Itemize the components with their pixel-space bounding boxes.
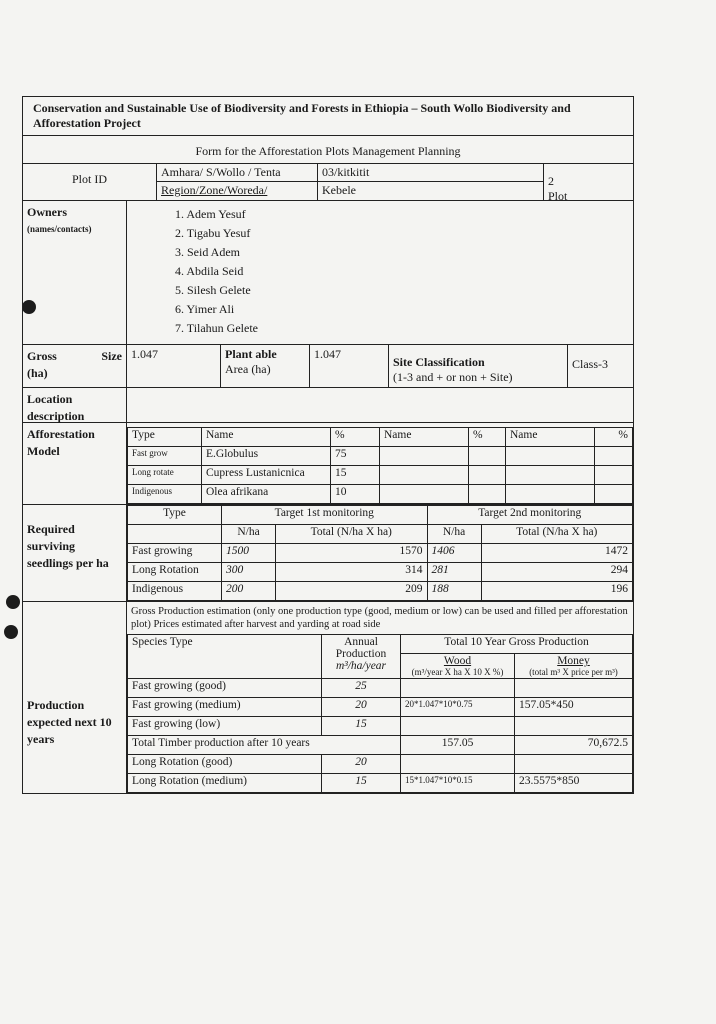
table-row: Total Timber production after 10 years 157.05 70,672.5: [128, 736, 633, 755]
table-row: Long Rotation (good) 20: [128, 755, 633, 774]
gross-size-row: Gross Size (ha) 1.047 Plant able Area (ha) 1.047 Site Classification (1-3 and + or non + Site) Class-3: [23, 344, 633, 387]
model-table: Type Name % Name % Name % Fast grow E.Globulus 75 Long rotate Cupress Lustanicnica 15 Indigenous Olea afrikana 10: [127, 427, 633, 504]
owners-row: [23, 200, 633, 344]
plot-number: 2: [548, 174, 554, 188]
owner-item: 3. Seid Adem: [175, 245, 240, 259]
owner-item: 1. Adem Yesuf: [175, 207, 246, 221]
table-row: Long rotate Cupress Lustanicnica 15: [128, 466, 633, 485]
table-row: Fast growing (low) 15: [128, 717, 633, 736]
owner-item: 4. Abdila Seid: [175, 264, 244, 278]
owners-sublabel: (names/contacts): [27, 224, 92, 234]
kebele-label: Kebele: [322, 183, 356, 197]
region-value: Amhara/ S/Wollo / Tenta: [157, 164, 317, 182]
location-label: Location description: [23, 388, 127, 422]
plot-label: Plot: [548, 189, 568, 203]
production-row: [23, 601, 633, 793]
table-row: Fast grow E.Globulus 75: [128, 447, 633, 466]
owners-list: [127, 201, 633, 344]
afforestation-model-label: Afforestation Model: [23, 423, 127, 504]
location-value: [127, 388, 633, 422]
gross-size-value: 1.047: [127, 345, 221, 387]
table-row: Fast growing 1500 1570 1406 1472: [128, 544, 633, 563]
afforestation-model-row: [23, 422, 633, 504]
location-row: [23, 387, 633, 422]
site-class-value: Class-3: [572, 357, 608, 371]
seedlings-label: Required surviving seedlings per ha: [23, 505, 127, 601]
site-classification-label: Site Classification: [393, 355, 485, 369]
project-title: Conservation and Sustainable Use of Biodiversity and Forests in Ethiopia – South Wollo Biodiversity and Afforestation Project: [23, 97, 633, 136]
kebele-value: 03/kitkitit: [318, 164, 543, 182]
plantable-value: 1.047: [310, 345, 389, 387]
table-row: Long Rotation 300 314 281 294: [128, 563, 633, 582]
table-row: Fast growing (good) 25: [128, 679, 633, 698]
production-note: Gross Production estimation (only one production type (good, medium or low) can be used and filled per afforestation plot) Prices estimated after harvest and yarding at road side: [131, 606, 628, 630]
form-subtitle: Form for the Afforestation Plots Management Planning: [195, 144, 461, 158]
seedlings-table: Type Target 1st monitoring Target 2nd monitoring N/ha Total (N/ha X ha) N/ha Total (N/ha X ha) Fast growing 1500 1570 1406 1472 Long Rotation 300 314 281 294 Indigenous 200 209 188 196: [127, 505, 633, 601]
seedlings-row: [23, 504, 633, 601]
table-row: Fast growing (medium) 20 20*1.047*10*0.75 157.05*450: [128, 698, 633, 717]
plot-id-row: [23, 163, 633, 203]
punch-hole: [6, 595, 20, 609]
plot-id-label: Plot ID: [23, 164, 157, 200]
production-label: Production expected next 10 years: [23, 602, 127, 793]
owner-item: 7. Tilahun Gelete: [175, 321, 258, 335]
owners-label: Owners: [27, 205, 67, 219]
table-row: Indigenous Olea afrikana 10: [128, 485, 633, 504]
plantable-label: Plant able: [225, 347, 277, 361]
region-label: Region/Zone/Woreda/: [161, 183, 268, 197]
table-row: Indigenous 200 209 188 196: [128, 582, 633, 601]
afforestation-form: [22, 96, 634, 794]
owner-item: 5. Silesh Gelete: [175, 283, 251, 297]
production-table: Species Type Annual Production m³/ha/year Total 10 Year Gross Production Wood (m³/year X ha X 10 X %) Money (total m³ X price per m³) Fast growing (good) 25 Fast growing (medium) 20 20*1.047*10*0.75 157.05*450 Fast growing (low) 15 Total Timber production after 10 years 157.05 70,672.5 Long Rotation (good) 20 Long Rotation (medium) 15 15*1.047*10*0.15 23.5575*850: [127, 634, 633, 793]
owner-item: 6. Yimer Ali: [175, 302, 235, 316]
punch-hole: [4, 625, 18, 639]
gross-size-label: Gross: [27, 349, 57, 363]
table-row: Long Rotation (medium) 15 15*1.047*10*0.15 23.5575*850: [128, 774, 633, 793]
owner-item: 2. Tigabu Yesuf: [175, 226, 251, 240]
